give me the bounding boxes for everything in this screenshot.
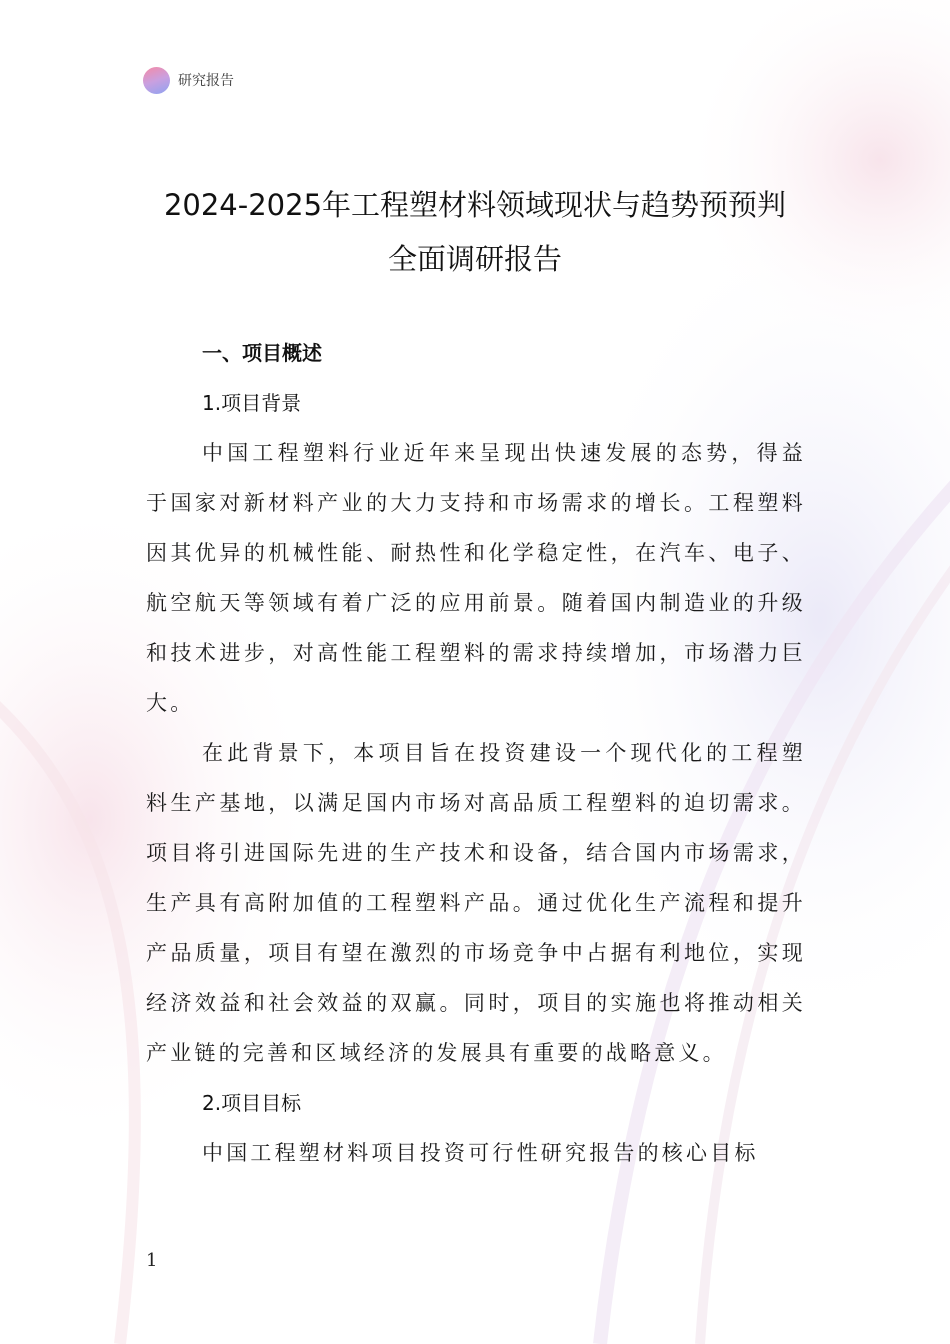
paragraph-goal-1: 中国工程塑材料项目投资可行性研究报告的核心目标 — [202, 1141, 759, 1165]
subsection-heading-goal: 2.项目目标 — [202, 1091, 302, 1115]
document-body — [146, 328, 806, 1178]
header-label: 研究报告 — [178, 73, 234, 89]
title-line-2: 全面调研报告 — [387, 242, 562, 276]
title-line-1: 2024-2025年工程塑材料领域现状与趋势预预判 — [163, 188, 787, 222]
paragraph-background-1: 中国工程塑料行业近年来呈现出快速发展的态势，得益于国家对新材料产业的大力支持和市场需求的增长。工程塑料因其优异的机械性能、耐热性和化学稳定性，在汽车、电子、航空航天等领域有着广泛的应用前景。随着国内制造业的升级和技术进步，对高性能工程塑料的需求持续增加，市场潜力巨大。 — [146, 441, 806, 715]
page-header — [143, 66, 234, 94]
subsection-heading-background: 1.项目背景 — [202, 391, 302, 415]
section-heading-overview: 一、项目概述 — [202, 341, 322, 365]
page-number: 1 — [146, 1250, 158, 1271]
paragraph-background-2: 在此背景下，本项目旨在投资建设一个现代化的工程塑料生产基地，以满足国内市场对高品质工程塑料的迫切需求。项目将引进国际先进的生产技术和设备，结合国内市场需求，生产具有高附加值的工程塑料产品。通过优化生产流程和提升产品质量，项目有望在激烈的市场竞争中占据有利地位，实现经济效益和社会效益的双赢。同时，项目的实施也将推动相关产业链的完善和区域经济的发展具有重要的战略意义。 — [146, 741, 806, 1065]
document-title — [140, 178, 810, 286]
brand-logo-icon — [143, 67, 170, 94]
